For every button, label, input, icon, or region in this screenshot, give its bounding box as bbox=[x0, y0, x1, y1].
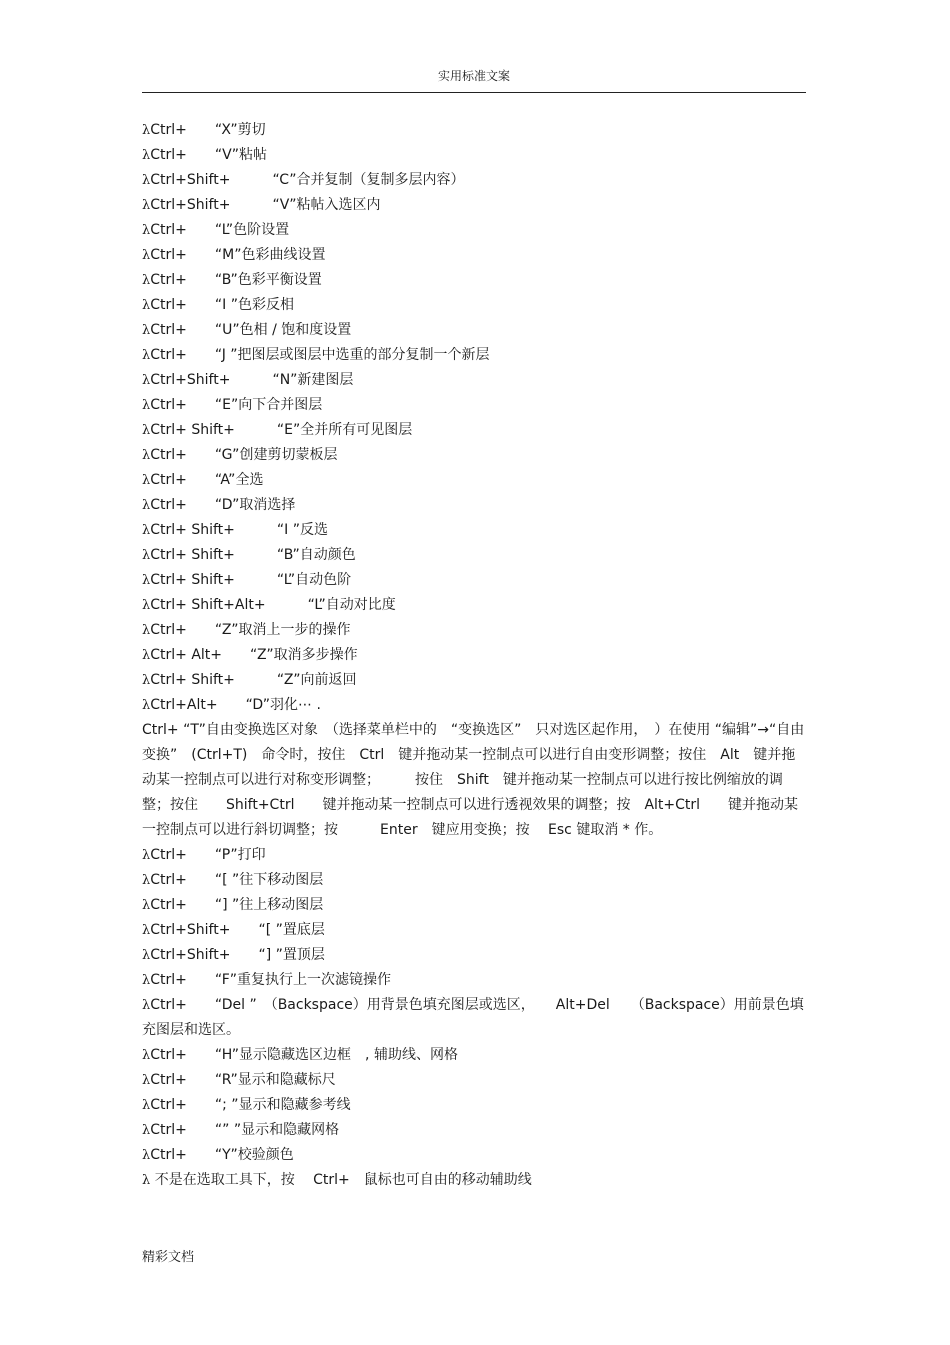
bullet-icon: λ bbox=[142, 323, 151, 338]
shortcut-item bbox=[142, 618, 806, 643]
shortcut-item bbox=[142, 668, 806, 693]
bullet-icon: λ bbox=[142, 1123, 151, 1138]
shortcut-text: Ctrl+ “X”剪切 bbox=[150, 122, 266, 138]
shortcut-item bbox=[142, 393, 806, 418]
shortcut-item bbox=[142, 193, 806, 218]
bullet-icon: λ bbox=[142, 848, 151, 863]
page-header: 实用标准文案 bbox=[142, 64, 806, 93]
shortcut-text: Ctrl+ Shift+ “E”全并所有可见图层 bbox=[150, 422, 413, 438]
bullet-icon: λ bbox=[142, 1098, 151, 1113]
shortcut-text: Ctrl+ “I ”色彩反相 bbox=[150, 297, 294, 313]
bullet-icon: λ bbox=[142, 998, 151, 1013]
shortcut-text: Ctrl+Alt+ “D”羽化⋯ . bbox=[150, 697, 321, 713]
bullet-icon: λ bbox=[142, 1048, 151, 1063]
shortcut-text: Ctrl+ “V”粘帖 bbox=[150, 147, 267, 163]
bullet-icon: λ bbox=[142, 373, 151, 388]
shortcut-list-mid bbox=[142, 843, 806, 993]
shortcut-text: Ctrl+ “Del ” （Backspace）用背景色填充图层或选区， Alt+Del （Backspace）用前景色填充图层和选区。 bbox=[142, 997, 804, 1038]
shortcut-item bbox=[142, 1143, 806, 1168]
shortcut-text: Ctrl+ “L”色阶设置 bbox=[150, 222, 290, 238]
shortcut-item bbox=[142, 118, 806, 143]
shortcut-text: Ctrl+ “Z”取消上一步的操作 bbox=[150, 622, 351, 638]
shortcut-item bbox=[142, 593, 806, 618]
shortcut-item bbox=[142, 868, 806, 893]
shortcut-text: Ctrl+ “M”色彩曲线设置 bbox=[150, 247, 326, 263]
shortcut-text: Ctrl+ “U”色相 / 饱和度设置 bbox=[150, 322, 352, 338]
page-footer: 精彩文档 bbox=[142, 1250, 195, 1265]
shortcut-text: Ctrl+ “J ”把图层或图层中选重的部分复制一个新层 bbox=[150, 347, 490, 363]
shortcut-item bbox=[142, 643, 806, 668]
shortcut-item bbox=[142, 293, 806, 318]
shortcut-list-bottom bbox=[142, 1043, 806, 1193]
shortcut-text: Ctrl+ “R”显示和隐藏标尺 bbox=[150, 1072, 336, 1088]
bullet-icon: λ bbox=[142, 348, 151, 363]
shortcut-text: Ctrl+Shift+ “[ ”置底层 bbox=[150, 922, 325, 938]
shortcut-text: Ctrl+Shift+ “N”新建图层 bbox=[150, 372, 354, 388]
bullet-icon: λ bbox=[142, 898, 151, 913]
bullet-icon: λ bbox=[142, 1173, 151, 1188]
bullet-icon: λ bbox=[142, 473, 151, 488]
shortcut-text: Ctrl+ “B”色彩平衡设置 bbox=[150, 272, 322, 288]
shortcut-text: Ctrl+ “P”打印 bbox=[150, 847, 266, 863]
shortcut-text: Ctrl+ “Y”校验颜色 bbox=[150, 1147, 294, 1163]
bullet-icon: λ bbox=[142, 1148, 151, 1163]
bullet-icon: λ bbox=[142, 623, 151, 638]
shortcut-item bbox=[142, 1168, 806, 1193]
shortcut-item bbox=[142, 418, 806, 443]
shortcut-item bbox=[142, 1043, 806, 1068]
bullet-icon: λ bbox=[142, 198, 151, 213]
shortcut-text: Ctrl+ “A”全选 bbox=[150, 472, 264, 488]
free-transform-paragraph: Ctrl+ “T”自由变换选区对象 （选择菜单栏中的 “变换选区” 只对选区起作用， ）在使用 “编辑”→“自由变换” (Ctrl+T) 命令时，按住 Ctrl 键并拖动某一控制点可以进行自由变形调整；按住 Alt 键并拖动某一控制点可以进行对称变形调整； 按住 Shift 键并拖动某一控制点可以进行按比例缩放的调整；按住 Shift+Ctrl 键并拖动某一控制点可以进行透视效果的调整；按 Alt+Ctrl 键并拖动某一控制点可以进行斜切调整；按 Enter 键应用变换；按 Esc 键取消 * 作。 bbox=[142, 722, 805, 838]
shortcut-item bbox=[142, 368, 806, 393]
shortcut-text: Ctrl+ Alt+ “Z”取消多步操作 bbox=[150, 647, 358, 663]
shortcut-item bbox=[142, 268, 806, 293]
shortcut-text: Ctrl+ “” ”显示和隐藏网格 bbox=[150, 1122, 340, 1138]
shortcut-item bbox=[142, 543, 806, 568]
shortcut-item bbox=[142, 468, 806, 493]
shortcut-item bbox=[142, 1093, 806, 1118]
bullet-icon: λ bbox=[142, 873, 151, 888]
shortcut-text: Ctrl+ Shift+ “I ”反选 bbox=[150, 522, 328, 538]
bullet-icon: λ bbox=[142, 273, 151, 288]
shortcut-item bbox=[142, 218, 806, 243]
shortcut-item bbox=[142, 518, 806, 543]
shortcut-item bbox=[142, 968, 806, 993]
shortcut-item bbox=[142, 1118, 806, 1143]
bullet-icon: λ bbox=[142, 123, 151, 138]
shortcut-text: Ctrl+ “; ”显示和隐藏参考线 bbox=[150, 1097, 351, 1113]
shortcut-item bbox=[142, 243, 806, 268]
shortcut-item bbox=[142, 693, 806, 718]
bullet-icon: λ bbox=[142, 973, 151, 988]
shortcut-item bbox=[142, 493, 806, 518]
shortcut-text: Ctrl+ Shift+ “Z”向前返回 bbox=[150, 672, 357, 688]
shortcut-item bbox=[142, 943, 806, 968]
bullet-icon: λ bbox=[142, 398, 151, 413]
bullet-icon: λ bbox=[142, 1073, 151, 1088]
shortcut-text: Ctrl+ Shift+ “L”自动色阶 bbox=[150, 572, 352, 588]
shortcut-item bbox=[142, 568, 806, 593]
shortcut-item-del bbox=[142, 993, 806, 1043]
shortcut-item bbox=[142, 1068, 806, 1093]
bullet-icon: λ bbox=[142, 598, 151, 613]
shortcut-text: Ctrl+ Shift+ “B”自动颜色 bbox=[150, 547, 356, 563]
shortcut-text: Ctrl+Shift+ “V”粘帖入选区内 bbox=[150, 197, 381, 213]
bullet-icon: λ bbox=[142, 148, 151, 163]
shortcut-text: Ctrl+ Shift+Alt+ “L”自动对比度 bbox=[150, 597, 396, 613]
shortcut-item bbox=[142, 168, 806, 193]
bullet-icon: λ bbox=[142, 673, 151, 688]
shortcut-item bbox=[142, 843, 806, 868]
bullet-icon: λ bbox=[142, 498, 151, 513]
bullet-icon: λ bbox=[142, 523, 151, 538]
shortcut-text: 不是在选取工具下，按 Ctrl+ 鼠标也可自由的移动辅助线 bbox=[150, 1172, 532, 1188]
shortcut-item bbox=[142, 918, 806, 943]
bullet-icon: λ bbox=[142, 448, 151, 463]
shortcut-text: Ctrl+ “G”创建剪切蒙板层 bbox=[150, 447, 338, 463]
shortcut-text: Ctrl+Shift+ “] ”置顶层 bbox=[150, 947, 325, 963]
shortcut-item bbox=[142, 318, 806, 343]
document-body bbox=[142, 118, 806, 1193]
bullet-icon: λ bbox=[142, 173, 151, 188]
bullet-icon: λ bbox=[142, 423, 151, 438]
shortcut-text: Ctrl+ “F”重复执行上一次滤镜操作 bbox=[150, 972, 392, 988]
bullet-icon: λ bbox=[142, 948, 151, 963]
shortcut-text: Ctrl+Shift+ “C”合并复制（复制多层内容） bbox=[150, 172, 465, 188]
shortcut-item bbox=[142, 893, 806, 918]
bullet-icon: λ bbox=[142, 548, 151, 563]
bullet-icon: λ bbox=[142, 298, 151, 313]
shortcut-text: Ctrl+ “] ”往上移动图层 bbox=[150, 897, 324, 913]
bullet-icon: λ bbox=[142, 223, 151, 238]
shortcut-item bbox=[142, 443, 806, 468]
shortcut-text: Ctrl+ “E”向下合并图层 bbox=[150, 397, 323, 413]
shortcut-text: Ctrl+ “H”显示隐藏选区边框 , 辅助线、网格 bbox=[150, 1047, 458, 1063]
shortcut-list-top bbox=[142, 118, 806, 718]
shortcut-item bbox=[142, 143, 806, 168]
bullet-icon: λ bbox=[142, 698, 151, 713]
bullet-icon: λ bbox=[142, 248, 151, 263]
shortcut-item bbox=[142, 343, 806, 368]
shortcut-text: Ctrl+ “[ ”往下移动图层 bbox=[150, 872, 324, 888]
bullet-icon: λ bbox=[142, 573, 151, 588]
shortcut-text: Ctrl+ “D”取消选择 bbox=[150, 497, 296, 513]
bullet-icon: λ bbox=[142, 648, 151, 663]
bullet-icon: λ bbox=[142, 923, 151, 938]
